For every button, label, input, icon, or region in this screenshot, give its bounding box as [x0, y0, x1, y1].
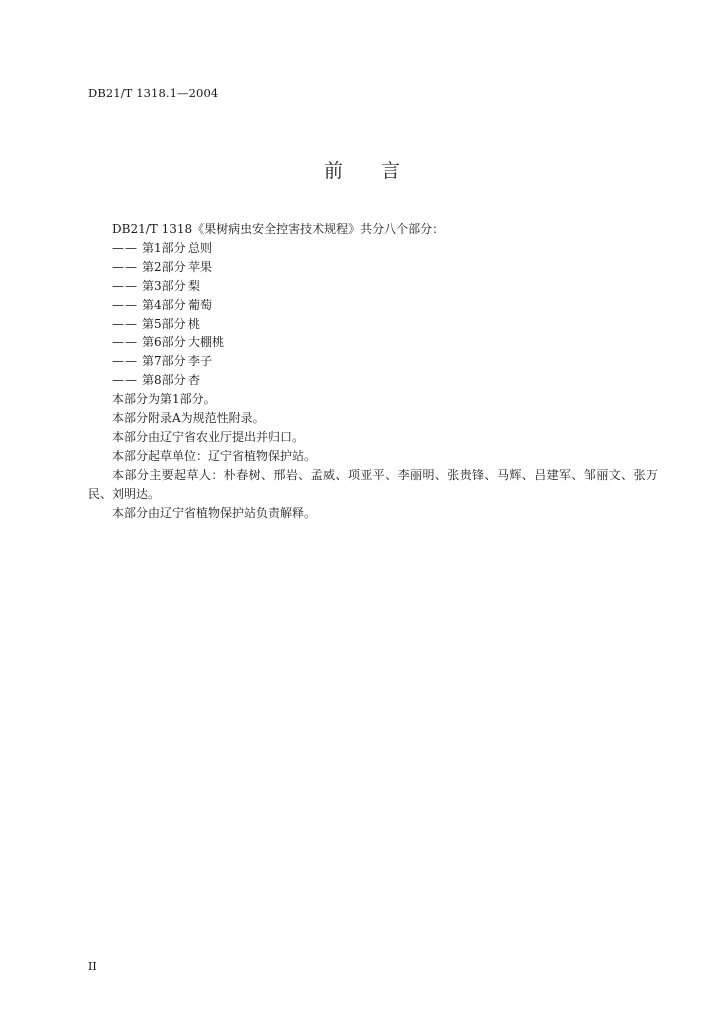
part-name: 杏	[188, 373, 201, 388]
title-char-2: 言	[381, 160, 401, 182]
drafters-statement: 本部分主要起草人：朴春树、邢岩、孟威、项亚平、李丽明、张贵锋、马辉、吕建军、邹丽文、张万民、刘明达。	[88, 467, 658, 501]
part-name: 大棚桃	[188, 335, 225, 350]
interpretation-statement: 本部分由辽宁省植物保护站负责解释。	[112, 505, 317, 520]
list-item	[88, 315, 658, 334]
list-dash: ——	[112, 278, 138, 293]
list-dash: ——	[112, 335, 138, 350]
drafting-unit-statement: 本部分起草单位：辽宁省植物保护站。	[112, 448, 317, 463]
part-label: 第7部分	[142, 354, 186, 369]
list-item	[88, 352, 658, 371]
part-name: 桃	[188, 316, 201, 331]
part-label: 第6部分	[142, 335, 186, 350]
part-name: 葡萄	[188, 297, 213, 312]
list-dash: ——	[112, 259, 138, 274]
list-item	[88, 239, 658, 258]
part-number-statement: 本部分为第1部分。	[112, 392, 216, 407]
intro-paragraph: DB21/T 1318《果树病虫安全控害技术规程》共分八个部分：	[112, 222, 445, 236]
list-dash: ——	[112, 240, 138, 255]
part-label: 第1部分	[142, 240, 186, 255]
part-name: 李子	[188, 354, 213, 369]
list-item	[88, 371, 658, 390]
page-title	[0, 156, 724, 183]
part-name: 总则	[188, 240, 213, 255]
list-item	[88, 277, 658, 296]
part-label: 第5部分	[142, 316, 186, 331]
list-item	[88, 333, 658, 352]
appendix-statement: 本部分附录A为规范性附录。	[112, 411, 265, 426]
list-dash: ——	[112, 354, 138, 369]
part-label: 第3部分	[142, 278, 186, 293]
title-char-1: 前	[323, 160, 343, 182]
list-dash: ——	[112, 316, 138, 331]
list-item	[88, 258, 658, 277]
part-name: 苹果	[188, 259, 213, 274]
standard-code: DB21/T 1318.1—2004	[88, 86, 219, 100]
foreword-body	[88, 220, 658, 523]
list-dash: ——	[112, 373, 138, 388]
list-dash: ——	[112, 297, 138, 312]
part-name: 梨	[188, 278, 201, 293]
proposed-by-statement: 本部分由辽宁省农业厅提出并归口。	[112, 429, 305, 444]
parts-list	[88, 239, 658, 390]
page-number: II	[88, 960, 97, 973]
part-label: 第2部分	[142, 259, 186, 274]
part-label: 第8部分	[142, 373, 186, 388]
list-item	[88, 296, 658, 315]
part-label: 第4部分	[142, 297, 186, 312]
